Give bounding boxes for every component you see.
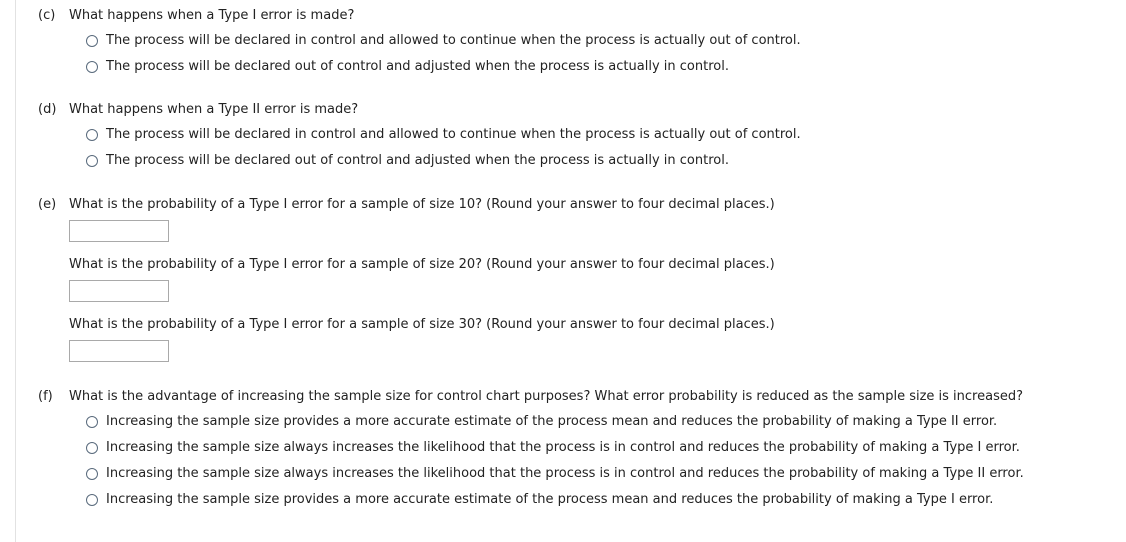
option-text: Increasing the sample size always increases the likelihood that the process is in control and reduces the probability of making a Type II error.: [106, 466, 1024, 481]
radio-button[interactable]: [86, 61, 98, 73]
option-text: Increasing the sample size provides a more accurate estimate of the process mean and reduces the probability of making a Type I error.: [106, 492, 994, 507]
part-e-question-size-20: What is the probability of a Type I error for a sample of size 20? (Round your answer to four decimal places.): [69, 257, 775, 272]
radio-button[interactable]: [86, 416, 98, 428]
option-text: The process will be declared in control and allowed to continue when the process is actually out of control.: [106, 33, 801, 48]
radio-button[interactable]: [86, 468, 98, 480]
part-e-label: (e): [38, 197, 57, 212]
answer-input-size-10[interactable]: [69, 220, 169, 242]
option-text: Increasing the sample size always increases the likelihood that the process is in control and reduces the probability of making a Type I error.: [106, 440, 1020, 455]
part-c-question: What happens when a Type I error is made?: [69, 8, 355, 23]
radio-button[interactable]: [86, 442, 98, 454]
option-text: Increasing the sample size provides a more accurate estimate of the process mean and reduces the probability of making a Type II error.: [106, 414, 998, 429]
part-c-label: (c): [38, 8, 56, 23]
option-text: The process will be declared out of control and adjusted when the process is actually in control.: [106, 59, 729, 74]
part-d-option-2[interactable]: [86, 153, 729, 168]
part-f-option-3[interactable]: [86, 466, 1024, 481]
part-c-option-1[interactable]: [86, 33, 801, 48]
radio-button[interactable]: [86, 35, 98, 47]
answer-input-size-30[interactable]: [69, 340, 169, 362]
part-d-label: (d): [38, 102, 57, 117]
option-text: The process will be declared out of control and adjusted when the process is actually in control.: [106, 153, 729, 168]
part-d-option-1[interactable]: [86, 127, 801, 142]
part-d-question: What happens when a Type II error is made?: [69, 102, 359, 117]
part-e-question-size-10: What is the probability of a Type I error for a sample of size 10? (Round your answer to four decimal places.): [69, 197, 775, 212]
part-c-option-2[interactable]: [86, 59, 729, 74]
part-f-option-2[interactable]: [86, 440, 1020, 455]
radio-button[interactable]: [86, 494, 98, 506]
part-f-option-1[interactable]: [86, 414, 997, 429]
answer-input-size-20[interactable]: [69, 280, 169, 302]
option-text: The process will be declared in control and allowed to continue when the process is actually out of control.: [106, 127, 801, 142]
part-f-question: What is the advantage of increasing the sample size for control chart purposes? What error probability is reduced as the sample size is increased?: [69, 389, 1023, 404]
left-divider: [15, 0, 16, 542]
part-f-label: (f): [38, 389, 53, 404]
radio-button[interactable]: [86, 129, 98, 141]
radio-button[interactable]: [86, 155, 98, 167]
part-e-question-size-30: What is the probability of a Type I error for a sample of size 30? (Round your answer to four decimal places.): [69, 317, 775, 332]
part-f-option-4[interactable]: [86, 492, 993, 507]
